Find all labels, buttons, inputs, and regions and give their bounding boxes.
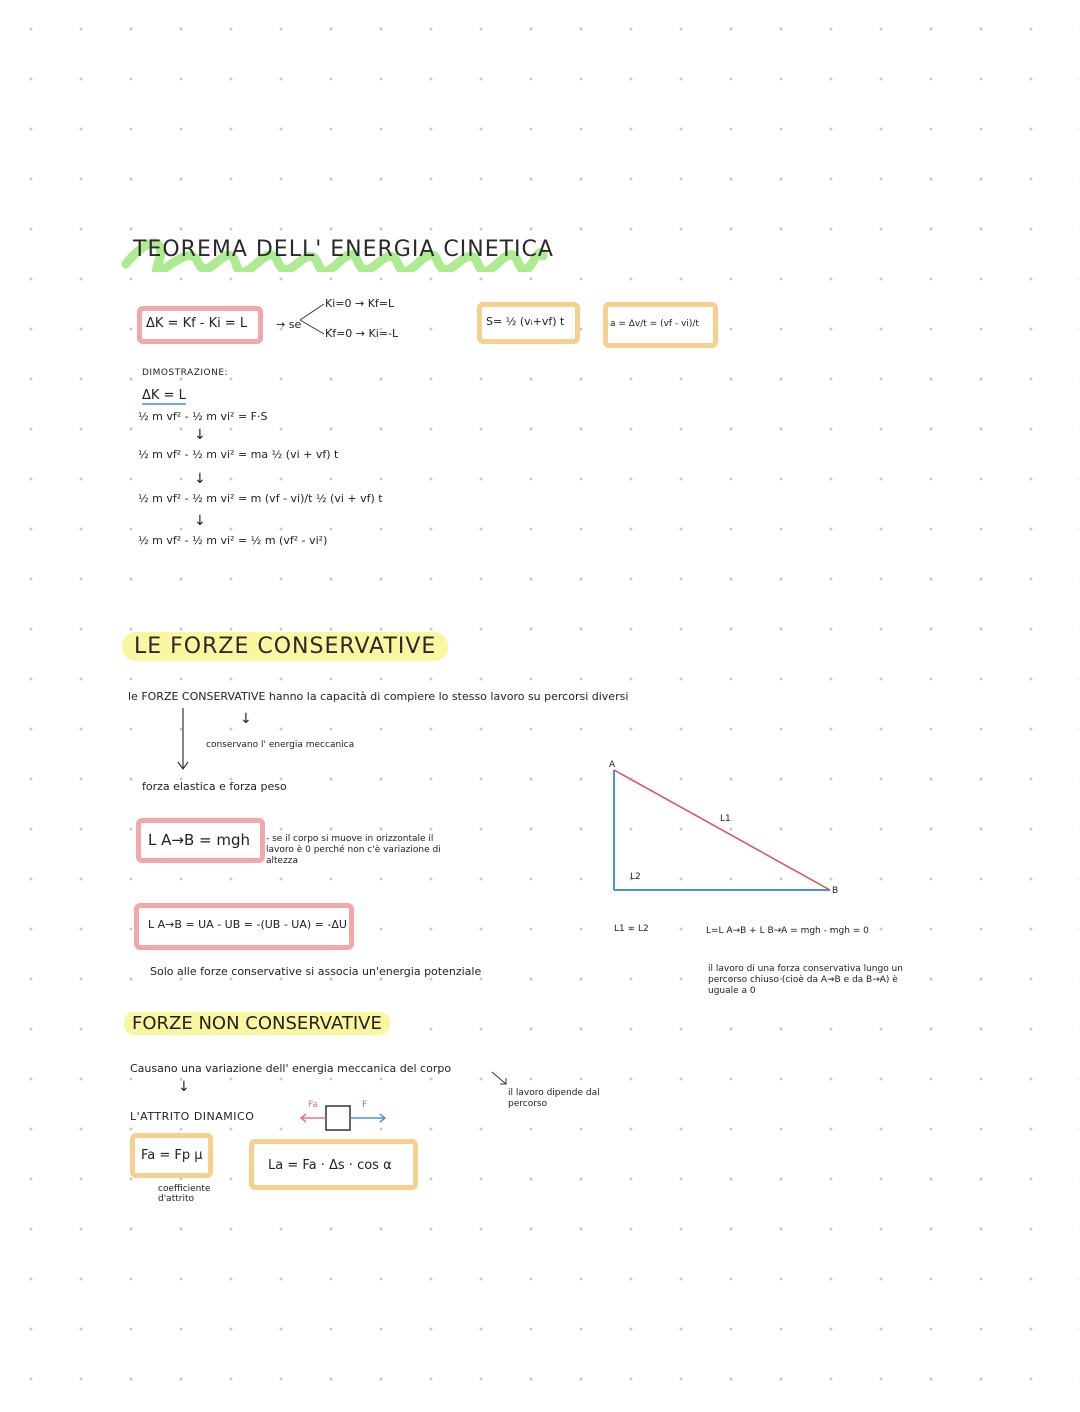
- triangle-point-b: B: [832, 886, 839, 896]
- cause-arrow: [490, 1070, 510, 1088]
- kinetic-se-label: → se: [276, 318, 302, 331]
- branch-arrows: [298, 298, 328, 342]
- friction-work-formula: La = Fa · Δs · cos α: [268, 1158, 392, 1173]
- demo-arrow-1: ↓: [194, 427, 206, 443]
- demo-label: DIMOSTRAZIONE:: [142, 368, 229, 378]
- formula-a: a = Δv/t = (vf - vi)/t: [610, 319, 699, 329]
- friction-formula: Fa = Fp μ: [141, 1148, 203, 1163]
- conserve-arrow: ↓: [240, 711, 252, 727]
- demo-arrow-3: ↓: [194, 513, 206, 529]
- long-down-arrow: [176, 706, 190, 772]
- friction-label: L'ATTRITO DINAMICO: [130, 1110, 255, 1123]
- closed-path-note: il lavoro di una forza conservativa lungo un percorso chiuso (cioè da A→B e da B→A) è uguale a 0: [708, 964, 903, 996]
- block: [326, 1106, 350, 1130]
- kinetic-title: TEOREMA DELL' ENERGIA CINETICA: [133, 237, 554, 262]
- potential-note: Solo alle forze conservative si associa un'energia potenziale: [150, 965, 482, 978]
- triangle-path-2: L2: [630, 872, 641, 882]
- kinetic-case-1: Ki=0 → Kf=L: [325, 297, 395, 310]
- closed-path-formula: L=L A→B + L B→A = mgh - mgh = 0: [706, 926, 869, 936]
- demo-step-2: ½ m vf² - ½ m vi² = F·S: [138, 410, 268, 423]
- nonconservative-title: FORZE NON CONSERVATIVE: [124, 1012, 390, 1035]
- vector-fa-label: Fa: [308, 1100, 318, 1110]
- formula-s: S= ½ (vᵢ+vf) t: [486, 315, 565, 328]
- triangle-point-a: A: [609, 760, 616, 770]
- path-dependence-note: il lavoro dipende dal percorso: [508, 1088, 600, 1109]
- triangle-equality: L1 = L2: [614, 924, 649, 934]
- triangle-path-1: L1: [720, 814, 731, 824]
- force-examples: forza elastica e forza peso: [142, 780, 287, 793]
- nonconservative-cause: Causano una variazione dell' energia meccanica del corpo: [130, 1062, 452, 1075]
- kinetic-case-2: Kf=0 → Ki=-L: [325, 327, 399, 340]
- vector-f-label: F: [362, 1100, 368, 1110]
- demo-step-3: ½ m vf² - ½ m vi² = ma ½ (vi + vf) t: [138, 448, 339, 461]
- conserve-note: conservano l' energia meccanica: [206, 740, 355, 750]
- demo-step-4: ½ m vf² - ½ m vi² = m (vf - vi)/t ½ (vi + vf) t: [138, 492, 383, 505]
- demo-step-5: ½ m vf² - ½ m vi² = ½ m (vf² - vi²): [138, 534, 328, 547]
- work-potential-formula: L A→B = UA - UB = -(UB - UA) = -ΔU: [148, 918, 347, 931]
- conservative-definition: le FORZE CONSERVATIVE hanno la capacità di compiere lo stesso lavoro su percorsi diversi: [128, 690, 629, 703]
- kinetic-main-formula: ΔK = Kf - Ki = L: [146, 316, 248, 331]
- friction-arrow: ↓: [178, 1079, 190, 1095]
- demo-step-1: ΔK = L: [142, 388, 186, 403]
- conservative-title: LE FORZE CONSERVATIVE: [122, 632, 448, 661]
- triangle-hypotenuse: [614, 770, 830, 890]
- work-weight-formula: L A→B = mgh: [148, 831, 250, 849]
- demo-arrow-2: ↓: [194, 471, 206, 487]
- work-weight-note: - se il corpo si muove in orizzontale il lavoro è 0 perché non c'è variazione di altezza: [266, 834, 441, 866]
- coefficient-note: coefficiente d'attrito: [158, 1184, 211, 1204]
